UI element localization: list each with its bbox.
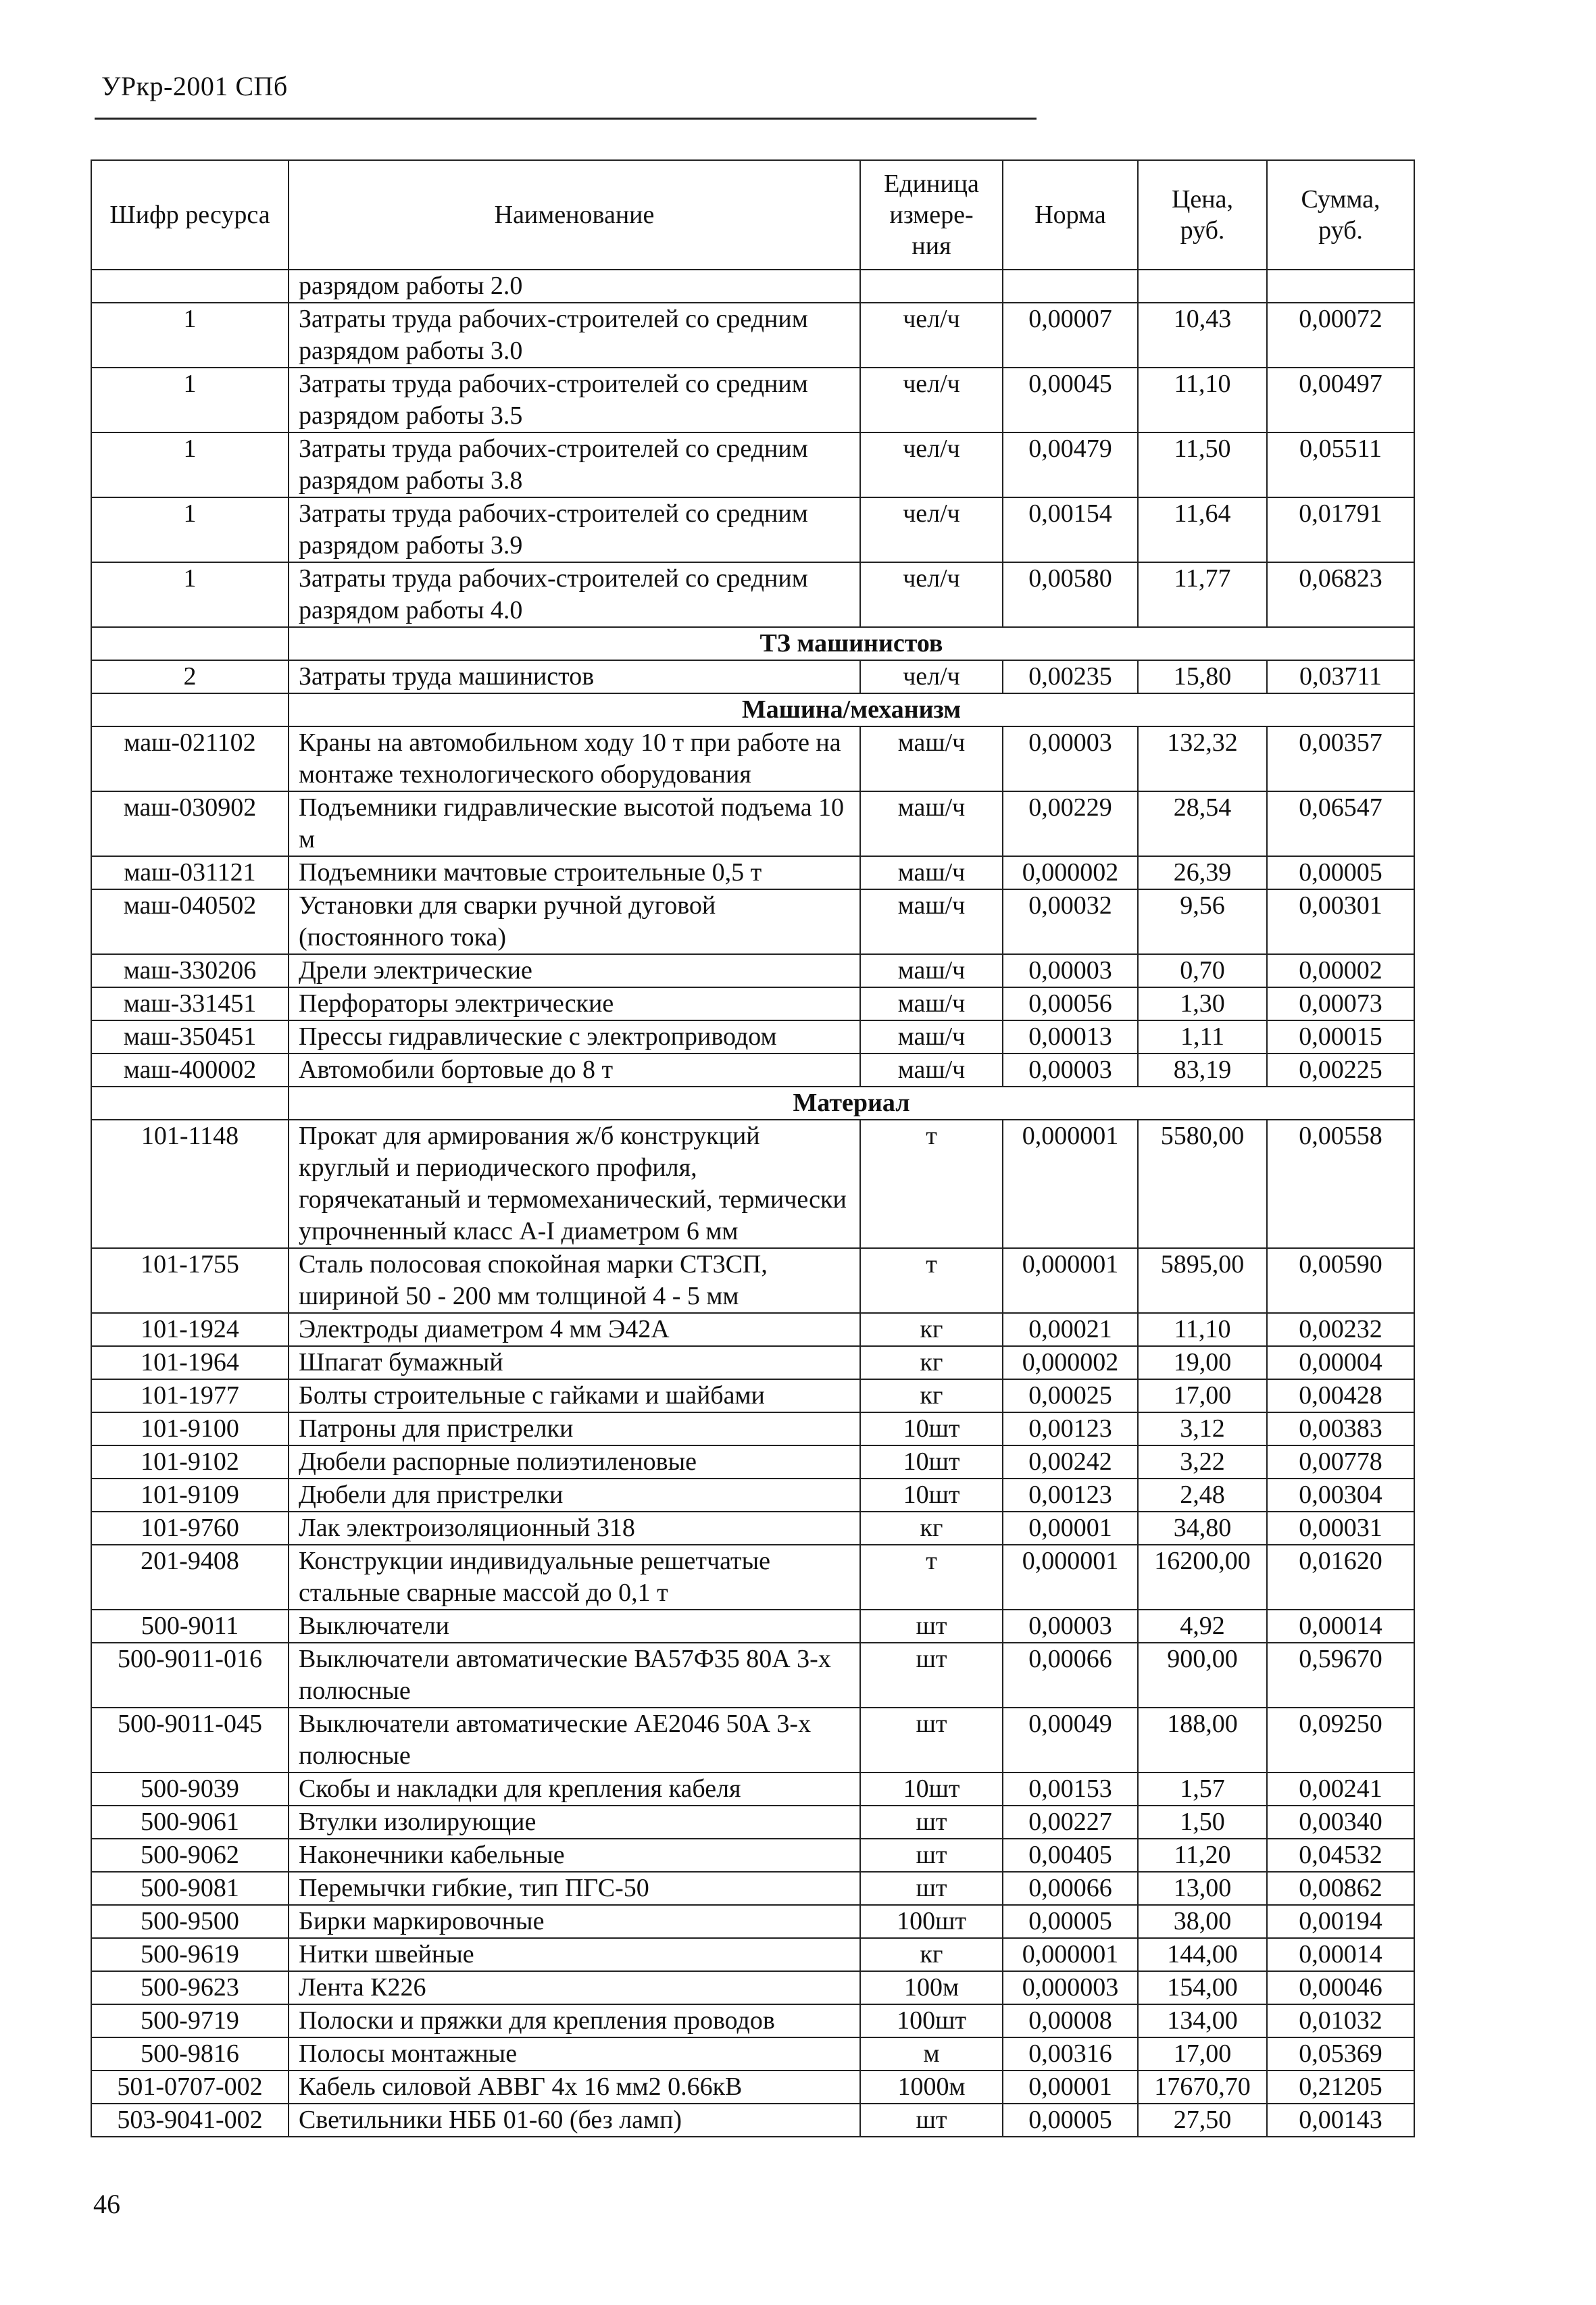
cell-code: 500-9039 bbox=[91, 1773, 289, 1806]
cell-price: 11,50 bbox=[1138, 432, 1267, 497]
cell-unit bbox=[860, 270, 1003, 303]
table-row bbox=[91, 2071, 1414, 2104]
cell-name: Прокат для армирования ж/б конструкций круглый и периодического профиля, горячекатаный и термомеханический, термически упрочненный класс А-I диаметром 6 мм bbox=[289, 1120, 860, 1248]
cell-sum: 0,21205 bbox=[1267, 2071, 1414, 2104]
cell-norm: 0,00007 bbox=[1003, 303, 1138, 368]
cell-sum: 0,01032 bbox=[1267, 2004, 1414, 2037]
cell-code: 500-9011 bbox=[91, 1610, 289, 1643]
cell-unit: маш/ч bbox=[860, 1054, 1003, 1087]
cell-code: 500-9623 bbox=[91, 1971, 289, 2004]
table-row bbox=[91, 1512, 1414, 1545]
cell-norm: 0,00056 bbox=[1003, 987, 1138, 1020]
cell-sum: 0,00073 bbox=[1267, 987, 1414, 1020]
cell-name: Нитки швейные bbox=[289, 1938, 860, 1971]
cell-name: Затраты труда машинистов bbox=[289, 660, 860, 693]
cell-unit: чел/ч bbox=[860, 432, 1003, 497]
cell-unit: шт bbox=[860, 1839, 1003, 1872]
cell-name: Автомобили бортовые до 8 т bbox=[289, 1054, 860, 1087]
table-row bbox=[91, 1479, 1414, 1512]
cell-name: Скобы и накладки для крепления кабеля bbox=[289, 1773, 860, 1806]
resource-table bbox=[91, 159, 1415, 2137]
cell-sum: 0,00014 bbox=[1267, 1610, 1414, 1643]
cell-norm: 0,00580 bbox=[1003, 562, 1138, 627]
cell-sum: 0,05511 bbox=[1267, 432, 1414, 497]
cell-unit: 10шт bbox=[860, 1445, 1003, 1479]
cell-name: Выключатели автоматические ВА57Ф35 80А 3-х полюсные bbox=[289, 1643, 860, 1708]
cell-name: Втулки изолирующие bbox=[289, 1806, 860, 1839]
table-row bbox=[91, 791, 1414, 856]
cell-name: Лента К226 bbox=[289, 1971, 860, 2004]
cell-sum: 0,00778 bbox=[1267, 1445, 1414, 1479]
cell-name: Затраты труда рабочих-строителей со средним разрядом работы 3.9 bbox=[289, 497, 860, 562]
cell-name: Выключатели bbox=[289, 1610, 860, 1643]
cell-unit: чел/ч bbox=[860, 660, 1003, 693]
cell-norm: 0,00154 bbox=[1003, 497, 1138, 562]
cell-unit: 10шт bbox=[860, 1479, 1003, 1512]
table-row bbox=[91, 1971, 1414, 2004]
cell-price: 4,92 bbox=[1138, 1610, 1267, 1643]
cell-price: 0,70 bbox=[1138, 954, 1267, 987]
cell-name: Сталь полосовая спокойная марки СТ3СП, шириной 50 - 200 мм толщиной 4 - 5 мм bbox=[289, 1248, 860, 1313]
cell-unit: м bbox=[860, 2037, 1003, 2071]
cell-sum: 0,00428 bbox=[1267, 1379, 1414, 1412]
cell-price: 11,10 bbox=[1138, 1313, 1267, 1346]
cell-unit: чел/ч bbox=[860, 303, 1003, 368]
cell-price: 5895,00 bbox=[1138, 1248, 1267, 1313]
cell-code: 2 bbox=[91, 660, 289, 693]
table-row bbox=[91, 1313, 1414, 1346]
cell-name: Установки для сварки ручной дуговой (постоянного тока) bbox=[289, 889, 860, 954]
cell-code: 101-1924 bbox=[91, 1313, 289, 1346]
cell-norm: 0,00049 bbox=[1003, 1708, 1138, 1773]
table-row bbox=[91, 726, 1414, 791]
cell-sum: 0,00558 bbox=[1267, 1120, 1414, 1248]
cell-norm: 0,00003 bbox=[1003, 1610, 1138, 1643]
cell-sum: 0,00383 bbox=[1267, 1412, 1414, 1445]
cell-code: 503-9041-002 bbox=[91, 2104, 289, 2137]
cell-norm: 0,00008 bbox=[1003, 2004, 1138, 2037]
col-header-norm: Норма bbox=[1003, 160, 1138, 270]
table-header-row bbox=[91, 160, 1414, 270]
cell-price: 2,48 bbox=[1138, 1479, 1267, 1512]
table-row bbox=[91, 1708, 1414, 1773]
cell-name: Перфораторы электрические bbox=[289, 987, 860, 1020]
cell-name: Полоски и пряжки для крепления проводов bbox=[289, 2004, 860, 2037]
table-row bbox=[91, 1545, 1414, 1610]
cell-price: 13,00 bbox=[1138, 1872, 1267, 1905]
cell-sum: 0,03711 bbox=[1267, 660, 1414, 693]
cell-norm: 0,00479 bbox=[1003, 432, 1138, 497]
cell-norm: 0,00003 bbox=[1003, 726, 1138, 791]
table-row bbox=[91, 1412, 1414, 1445]
cell-sum: 0,00862 bbox=[1267, 1872, 1414, 1905]
cell-norm: 0,00242 bbox=[1003, 1445, 1138, 1479]
cell-price: 11,77 bbox=[1138, 562, 1267, 627]
cell-norm: 0,000001 bbox=[1003, 1545, 1138, 1610]
cell-code: 501-0707-002 bbox=[91, 2071, 289, 2104]
cell-code: маш-030902 bbox=[91, 791, 289, 856]
cell-unit: кг bbox=[860, 1938, 1003, 1971]
cell-code: 201-9408 bbox=[91, 1545, 289, 1610]
cell-sum: 0,00072 bbox=[1267, 303, 1414, 368]
cell-sum: 0,01791 bbox=[1267, 497, 1414, 562]
cell-norm: 0,00066 bbox=[1003, 1643, 1138, 1708]
document-header: УРкр-2001 СПб bbox=[101, 71, 288, 101]
cell-norm: 0,000001 bbox=[1003, 1938, 1138, 1971]
cell-sum: 0,00340 bbox=[1267, 1806, 1414, 1839]
cell-sum: 0,06823 bbox=[1267, 562, 1414, 627]
cell-name: Дюбели для пристрелки bbox=[289, 1479, 860, 1512]
cell-name: Электроды диаметром 4 мм Э42А bbox=[289, 1313, 860, 1346]
cell-unit: маш/ч bbox=[860, 1020, 1003, 1054]
cell-norm: 0,00025 bbox=[1003, 1379, 1138, 1412]
cell-norm: 0,00001 bbox=[1003, 1512, 1138, 1545]
cell-price: 154,00 bbox=[1138, 1971, 1267, 2004]
cell-unit: шт bbox=[860, 1806, 1003, 1839]
cell-sum: 0,00194 bbox=[1267, 1905, 1414, 1938]
cell-sum: 0,00304 bbox=[1267, 1479, 1414, 1512]
cell-price: 11,64 bbox=[1138, 497, 1267, 562]
table-row bbox=[91, 1379, 1414, 1412]
table-row bbox=[91, 1938, 1414, 1971]
cell-sum: 0,00005 bbox=[1267, 856, 1414, 889]
cell-unit: чел/ч bbox=[860, 368, 1003, 432]
cell-unit: маш/ч bbox=[860, 856, 1003, 889]
cell-price: 26,39 bbox=[1138, 856, 1267, 889]
cell-code: 101-1977 bbox=[91, 1379, 289, 1412]
cell-price: 1,30 bbox=[1138, 987, 1267, 1020]
cell-norm: 0,00235 bbox=[1003, 660, 1138, 693]
cell-price: 83,19 bbox=[1138, 1054, 1267, 1087]
table-row bbox=[91, 1610, 1414, 1643]
cell-norm: 0,00005 bbox=[1003, 1905, 1138, 1938]
cell-unit: 100шт bbox=[860, 1905, 1003, 1938]
cell-norm: 0,00045 bbox=[1003, 368, 1138, 432]
cell-price: 188,00 bbox=[1138, 1708, 1267, 1773]
cell-code: 1 bbox=[91, 497, 289, 562]
table-row bbox=[91, 1872, 1414, 1905]
cell-name: Наконечники кабельные bbox=[289, 1839, 860, 1872]
cell-sum: 0,00497 bbox=[1267, 368, 1414, 432]
cell-name: Прессы гидравлические с электроприводом bbox=[289, 1020, 860, 1054]
table-row bbox=[91, 368, 1414, 432]
section-row bbox=[91, 693, 1414, 726]
cell-unit: шт bbox=[860, 1643, 1003, 1708]
table-row bbox=[91, 660, 1414, 693]
cell-price: 3,12 bbox=[1138, 1412, 1267, 1445]
cell-norm: 0,00032 bbox=[1003, 889, 1138, 954]
cell-norm: 0,00001 bbox=[1003, 2071, 1138, 2104]
section-code-cell bbox=[91, 1087, 289, 1120]
cell-sum: 0,00301 bbox=[1267, 889, 1414, 954]
cell-price: 19,00 bbox=[1138, 1346, 1267, 1379]
section-title: ТЗ машинистов bbox=[289, 627, 1414, 660]
cell-code: 101-9109 bbox=[91, 1479, 289, 1512]
table-row bbox=[91, 1120, 1414, 1248]
cell-norm bbox=[1003, 270, 1138, 303]
table-row bbox=[91, 1806, 1414, 1839]
cell-code: 500-9816 bbox=[91, 2037, 289, 2071]
table-row bbox=[91, 1020, 1414, 1054]
cell-name: Перемычки гибкие, тип ПГС-50 bbox=[289, 1872, 860, 1905]
cell-norm: 0,00005 bbox=[1003, 2104, 1138, 2137]
cell-name: Затраты труда рабочих-строителей со средним разрядом работы 3.8 bbox=[289, 432, 860, 497]
table-row bbox=[91, 889, 1414, 954]
cell-code: маш-400002 bbox=[91, 1054, 289, 1087]
cell-name: Выключатели автоматические АЕ2046 50А 3-х полюсные bbox=[289, 1708, 860, 1773]
cell-sum: 0,00002 bbox=[1267, 954, 1414, 987]
cell-name: Бирки маркировочные bbox=[289, 1905, 860, 1938]
cell-sum: 0,00031 bbox=[1267, 1512, 1414, 1545]
cell-code: маш-350451 bbox=[91, 1020, 289, 1054]
cell-code: маш-021102 bbox=[91, 726, 289, 791]
cell-sum: 0,06547 bbox=[1267, 791, 1414, 856]
cell-price: 17,00 bbox=[1138, 1379, 1267, 1412]
cell-norm: 0,00227 bbox=[1003, 1806, 1138, 1839]
cell-name: Затраты труда рабочих-строителей со средним разрядом работы 3.0 bbox=[289, 303, 860, 368]
cell-norm: 0,00021 bbox=[1003, 1313, 1138, 1346]
page-number: 46 bbox=[93, 2189, 120, 2219]
cell-unit: шт bbox=[860, 2104, 1003, 2137]
cell-unit: шт bbox=[860, 1610, 1003, 1643]
cell-sum: 0,00014 bbox=[1267, 1938, 1414, 1971]
cell-sum: 0,09250 bbox=[1267, 1708, 1414, 1773]
cell-unit: 10шт bbox=[860, 1773, 1003, 1806]
cell-price: 34,80 bbox=[1138, 1512, 1267, 1545]
cell-code: маш-031121 bbox=[91, 856, 289, 889]
cell-code: 1 bbox=[91, 562, 289, 627]
cell-code: маш-331451 bbox=[91, 987, 289, 1020]
cell-sum: 0,00357 bbox=[1267, 726, 1414, 791]
cell-code: 500-9062 bbox=[91, 1839, 289, 1872]
cell-norm: 0,00316 bbox=[1003, 2037, 1138, 2071]
cell-name: Затраты труда рабочих-строителей со средним разрядом работы 3.5 bbox=[289, 368, 860, 432]
table-row bbox=[91, 562, 1414, 627]
cell-unit: маш/ч bbox=[860, 987, 1003, 1020]
table-row bbox=[91, 270, 1414, 303]
cell-sum: 0,05369 bbox=[1267, 2037, 1414, 2071]
table-row bbox=[91, 1346, 1414, 1379]
cell-name: Кабель силовой АВВГ 4х 16 мм2 0.66кВ bbox=[289, 2071, 860, 2104]
section-title: Машина/механизм bbox=[289, 693, 1414, 726]
table-row bbox=[91, 2004, 1414, 2037]
cell-code: 101-9760 bbox=[91, 1512, 289, 1545]
cell-price: 3,22 bbox=[1138, 1445, 1267, 1479]
cell-norm: 0,00003 bbox=[1003, 954, 1138, 987]
cell-price: 17,00 bbox=[1138, 2037, 1267, 2071]
cell-unit: 100м bbox=[860, 1971, 1003, 2004]
cell-sum: 0,00015 bbox=[1267, 1020, 1414, 1054]
table-row bbox=[91, 1905, 1414, 1938]
cell-price: 38,00 bbox=[1138, 1905, 1267, 1938]
cell-code: 500-9619 bbox=[91, 1938, 289, 1971]
cell-name: Конструкции индивидуальные решетчатые стальные сварные массой до 0,1 т bbox=[289, 1545, 860, 1610]
cell-code: 500-9011-045 bbox=[91, 1708, 289, 1773]
cell-code: 101-9100 bbox=[91, 1412, 289, 1445]
cell-name: Дрели электрические bbox=[289, 954, 860, 987]
section-title: Материал bbox=[289, 1087, 1414, 1120]
table-row bbox=[91, 432, 1414, 497]
cell-unit: кг bbox=[860, 1512, 1003, 1545]
cell-sum: 0,00225 bbox=[1267, 1054, 1414, 1087]
cell-name: Затраты труда рабочих-строителей со средним разрядом работы 4.0 bbox=[289, 562, 860, 627]
cell-code: 500-9081 bbox=[91, 1872, 289, 1905]
table-row bbox=[91, 987, 1414, 1020]
cell-norm: 0,00066 bbox=[1003, 1872, 1138, 1905]
cell-unit: маш/ч bbox=[860, 726, 1003, 791]
cell-price: 134,00 bbox=[1138, 2004, 1267, 2037]
cell-code: 1 bbox=[91, 303, 289, 368]
cell-unit: чел/ч bbox=[860, 497, 1003, 562]
cell-unit: 100шт bbox=[860, 2004, 1003, 2037]
cell-price: 28,54 bbox=[1138, 791, 1267, 856]
cell-name: Краны на автомобильном ходу 10 т при работе на монтаже технологического оборудования bbox=[289, 726, 860, 791]
cell-unit: т bbox=[860, 1248, 1003, 1313]
cell-unit: маш/ч bbox=[860, 889, 1003, 954]
cell-sum: 0,00232 bbox=[1267, 1313, 1414, 1346]
cell-norm: 0,000002 bbox=[1003, 1346, 1138, 1379]
cell-price: 1,50 bbox=[1138, 1806, 1267, 1839]
cell-name: Светильники НББ 01-60 (без ламп) bbox=[289, 2104, 860, 2137]
col-header-code: Шифр ресурса bbox=[91, 160, 289, 270]
cell-price: 900,00 bbox=[1138, 1643, 1267, 1708]
cell-sum: 0,00004 bbox=[1267, 1346, 1414, 1379]
cell-sum: 0,00241 bbox=[1267, 1773, 1414, 1806]
col-header-sum: Сумма, руб. bbox=[1267, 160, 1414, 270]
cell-norm: 0,00003 bbox=[1003, 1054, 1138, 1087]
cell-norm: 0,000002 bbox=[1003, 856, 1138, 889]
table-row bbox=[91, 2104, 1414, 2137]
cell-name: Подъемники гидравлические высотой подъема 10 м bbox=[289, 791, 860, 856]
section-row bbox=[91, 1087, 1414, 1120]
cell-code: 1 bbox=[91, 432, 289, 497]
table-row bbox=[91, 1445, 1414, 1479]
section-code-cell bbox=[91, 627, 289, 660]
cell-unit: чел/ч bbox=[860, 562, 1003, 627]
table-row bbox=[91, 1839, 1414, 1872]
cell-code: 101-1148 bbox=[91, 1120, 289, 1248]
cell-unit: шт bbox=[860, 1872, 1003, 1905]
cell-name: Патроны для пристрелки bbox=[289, 1412, 860, 1445]
cell-price: 132,32 bbox=[1138, 726, 1267, 791]
cell-sum: 0,00143 bbox=[1267, 2104, 1414, 2137]
col-header-name: Наименование bbox=[289, 160, 860, 270]
cell-price: 16200,00 bbox=[1138, 1545, 1267, 1610]
cell-price: 11,10 bbox=[1138, 368, 1267, 432]
cell-unit: т bbox=[860, 1545, 1003, 1610]
cell-price: 15,80 bbox=[1138, 660, 1267, 693]
cell-price: 5580,00 bbox=[1138, 1120, 1267, 1248]
cell-price: 9,56 bbox=[1138, 889, 1267, 954]
cell-code: 500-9500 bbox=[91, 1905, 289, 1938]
table-row bbox=[91, 954, 1414, 987]
cell-norm: 0,00153 bbox=[1003, 1773, 1138, 1806]
cell-name: Подъемники мачтовые строительные 0,5 т bbox=[289, 856, 860, 889]
cell-norm: 0,000003 bbox=[1003, 1971, 1138, 2004]
table-row bbox=[91, 1248, 1414, 1313]
cell-norm: 0,000001 bbox=[1003, 1248, 1138, 1313]
cell-sum: 0,04532 bbox=[1267, 1839, 1414, 1872]
cell-norm: 0,000001 bbox=[1003, 1120, 1138, 1248]
section-row bbox=[91, 627, 1414, 660]
header-rule bbox=[95, 118, 1037, 120]
cell-norm: 0,00229 bbox=[1003, 791, 1138, 856]
cell-price: 27,50 bbox=[1138, 2104, 1267, 2137]
cell-sum: 0,01620 bbox=[1267, 1545, 1414, 1610]
cell-unit: кг bbox=[860, 1346, 1003, 1379]
table-row bbox=[91, 2037, 1414, 2071]
cell-name: Дюбели распорные полиэтиленовые bbox=[289, 1445, 860, 1479]
cell-name: разрядом работы 2.0 bbox=[289, 270, 860, 303]
cell-name: Болты строительные с гайками и шайбами bbox=[289, 1379, 860, 1412]
cell-unit: кг bbox=[860, 1379, 1003, 1412]
cell-norm: 0,00013 bbox=[1003, 1020, 1138, 1054]
cell-name: Шпагат бумажный bbox=[289, 1346, 860, 1379]
cell-price bbox=[1138, 270, 1267, 303]
cell-code: маш-040502 bbox=[91, 889, 289, 954]
cell-code: маш-330206 bbox=[91, 954, 289, 987]
col-header-price: Цена, руб. bbox=[1138, 160, 1267, 270]
cell-sum: 0,00046 bbox=[1267, 1971, 1414, 2004]
cell-norm: 0,00405 bbox=[1003, 1839, 1138, 1872]
cell-unit: шт bbox=[860, 1708, 1003, 1773]
cell-price: 17670,70 bbox=[1138, 2071, 1267, 2104]
cell-name: Полосы монтажные bbox=[289, 2037, 860, 2071]
cell-code: 500-9011-016 bbox=[91, 1643, 289, 1708]
table-row bbox=[91, 303, 1414, 368]
cell-unit: 1000м bbox=[860, 2071, 1003, 2104]
cell-price: 1,11 bbox=[1138, 1020, 1267, 1054]
cell-norm: 0,00123 bbox=[1003, 1412, 1138, 1445]
table-row bbox=[91, 856, 1414, 889]
cell-name: Лак электроизоляционный 318 bbox=[289, 1512, 860, 1545]
cell-code: 101-1964 bbox=[91, 1346, 289, 1379]
cell-code: 500-9061 bbox=[91, 1806, 289, 1839]
cell-sum: 0,59670 bbox=[1267, 1643, 1414, 1708]
cell-code: 1 bbox=[91, 368, 289, 432]
table-row bbox=[91, 1054, 1414, 1087]
cell-unit: кг bbox=[860, 1313, 1003, 1346]
cell-price: 10,43 bbox=[1138, 303, 1267, 368]
cell-unit: т bbox=[860, 1120, 1003, 1248]
cell-sum bbox=[1267, 270, 1414, 303]
cell-unit: маш/ч bbox=[860, 954, 1003, 987]
section-code-cell bbox=[91, 693, 289, 726]
table-row bbox=[91, 1773, 1414, 1806]
cell-sum: 0,00590 bbox=[1267, 1248, 1414, 1313]
table-row bbox=[91, 497, 1414, 562]
cell-code: 101-9102 bbox=[91, 1445, 289, 1479]
cell-price: 11,20 bbox=[1138, 1839, 1267, 1872]
cell-code bbox=[91, 270, 289, 303]
table-row bbox=[91, 1643, 1414, 1708]
col-header-unit: Единица измере-ния bbox=[860, 160, 1003, 270]
cell-code: 500-9719 bbox=[91, 2004, 289, 2037]
table-body bbox=[91, 270, 1414, 2137]
cell-unit: 10шт bbox=[860, 1412, 1003, 1445]
cell-code: 101-1755 bbox=[91, 1248, 289, 1313]
cell-unit: маш/ч bbox=[860, 791, 1003, 856]
cell-price: 144,00 bbox=[1138, 1938, 1267, 1971]
cell-norm: 0,00123 bbox=[1003, 1479, 1138, 1512]
cell-price: 1,57 bbox=[1138, 1773, 1267, 1806]
